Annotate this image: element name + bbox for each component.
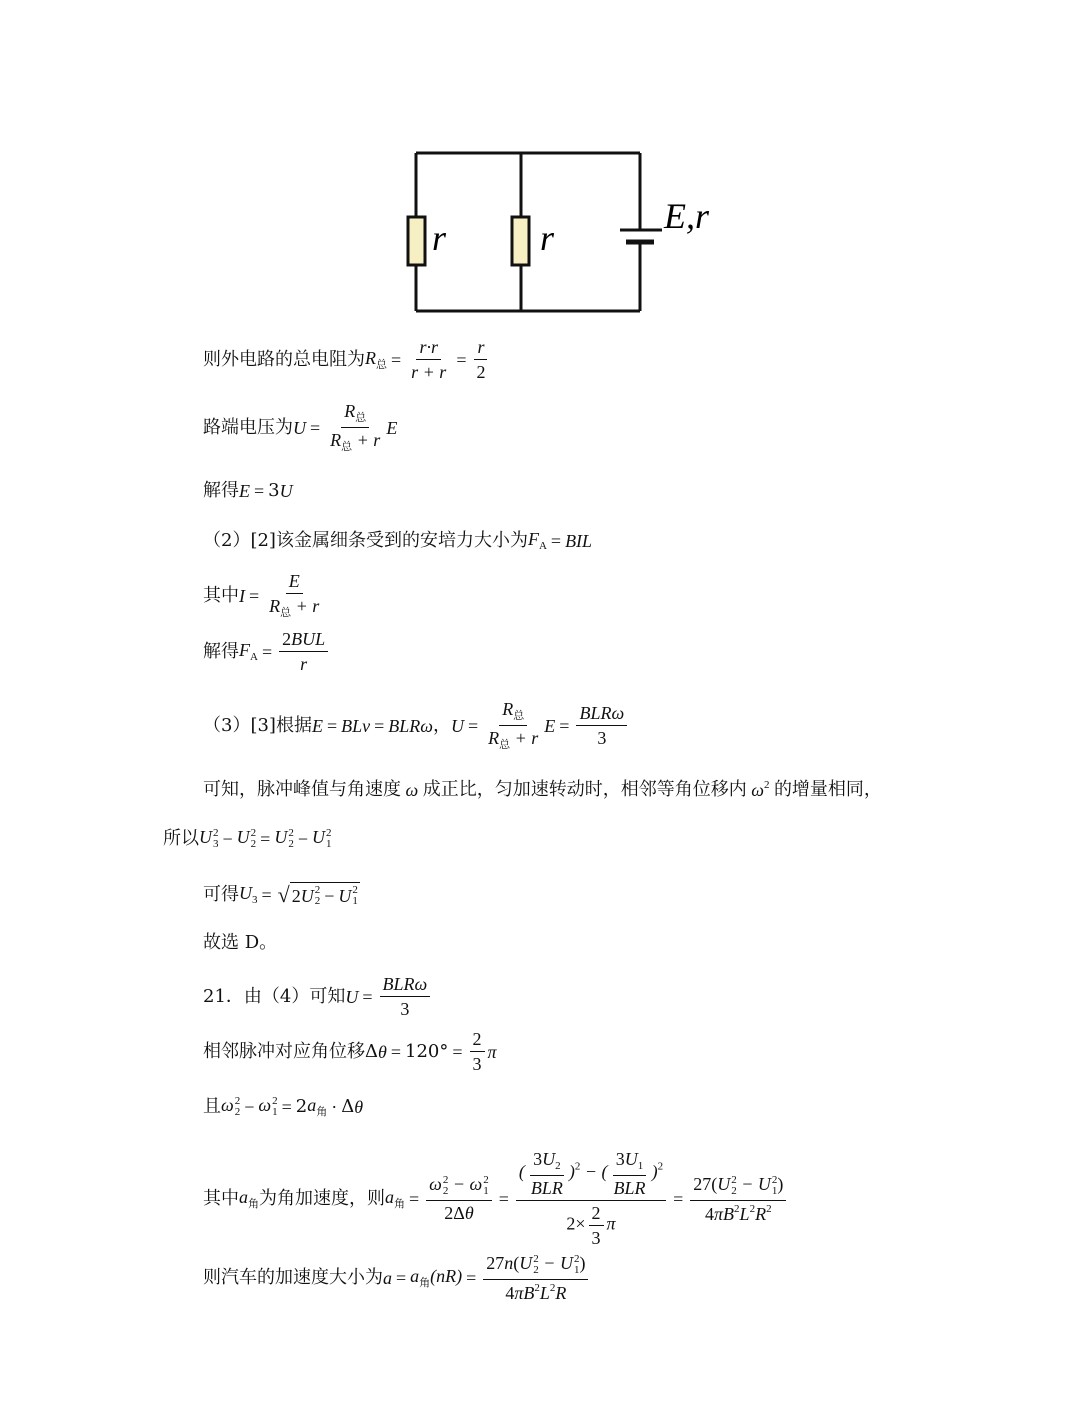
resistor-1 xyxy=(408,217,425,265)
line-angular-displacement: 相邻脉冲对应角位移 Δ θ = 120° = $\frac{2}{3}$ π xyxy=(203,1029,497,1074)
line-total-resistance: 则外电路的总电阻为 $R_总$ = $\frac{r\cdot r}{r + r}$ = $\frac{r}{2}$ xyxy=(203,337,486,382)
text: 解得 xyxy=(203,640,239,662)
text: 则外电路的总电阻为 xyxy=(203,348,365,370)
line-u3: 可得 $U_3$ = √ 2 U 2 2 − U 2 1 xyxy=(203,881,358,907)
line-omega-relation: 且 ω 2 2 − ω 2 1 = 2 $a_角$ · Δ θ xyxy=(203,1095,364,1118)
text: （3）[3]根据 xyxy=(203,714,312,736)
text: 其中 xyxy=(203,584,239,606)
line-q21: 21．由（4）可知 U = $\frac{\text{BLRω}}{3}$ xyxy=(203,975,433,1018)
line-emf: （3）[3]根据 E = BLv = BLRω ， U = $\frac{R_总}{R_总 + r}$ E = $\frac{\text{BLRω}}{3}$ xyxy=(203,700,630,751)
line-current: 其中 I = $\frac{E}{R_总 + r}$ xyxy=(203,571,320,619)
line-solve-force: 解得 $F_A$ = $\frac{\text{2BUL}}{r}$ xyxy=(203,630,331,673)
text: 解得 xyxy=(203,480,239,501)
source-label: E,r xyxy=(664,196,709,236)
line-choose-d: 故选 D。 xyxy=(203,932,278,953)
resistor-1-label: r xyxy=(432,218,447,258)
text: 路端电压为 xyxy=(203,416,293,438)
resistor-2-label: r xyxy=(540,218,555,258)
line-solve-e: 解得 E = 3 U xyxy=(203,480,293,501)
line-so: 所以 U 2 3 − U 2 2 = U 2 2 − U 2 1 xyxy=(163,827,332,850)
line-proportional: 可知，脉冲峰值与角速度 ω 成正比，匀加速转动时，相邻等角位移内 $\omega^2$ 的增量相同， xyxy=(203,778,882,800)
line-terminal-voltage: 路端电压为 U = $\frac{R_总}{R_总 + r}$ E xyxy=(203,401,398,453)
line-ampere-force: （2）[2]该金属细条受到的安培力大小为 $F_A$ = BIL xyxy=(203,529,593,552)
text: （2）[2]该金属细条受到的安培力大小为 xyxy=(203,530,528,551)
circuit-diagram xyxy=(400,140,740,330)
resistor-2 xyxy=(512,217,529,265)
line-car-acceleration: 则汽车的加速度大小为 a = $a_角(nR)$ = 27n(U 2 2 − U 2 1 ) $4\pi B^2L^2R$ xyxy=(203,1254,591,1302)
line-angular-acceleration: 其中 $a_角$ 为角加速度，则 $a_角$ = ω 2 2 − ω 2 1 2Δθ = ( $\frac{3U_2}{\text{BLR}}$ )$^2$ − ( $\frac{3U_1}{\text{BLR}}$ )$^2$ 2× $\frac{2}{3}$ π = 27(U 2 2 − U 2 1 ) $4\pi B^2L^2R^2$ xyxy=(203,1150,789,1247)
